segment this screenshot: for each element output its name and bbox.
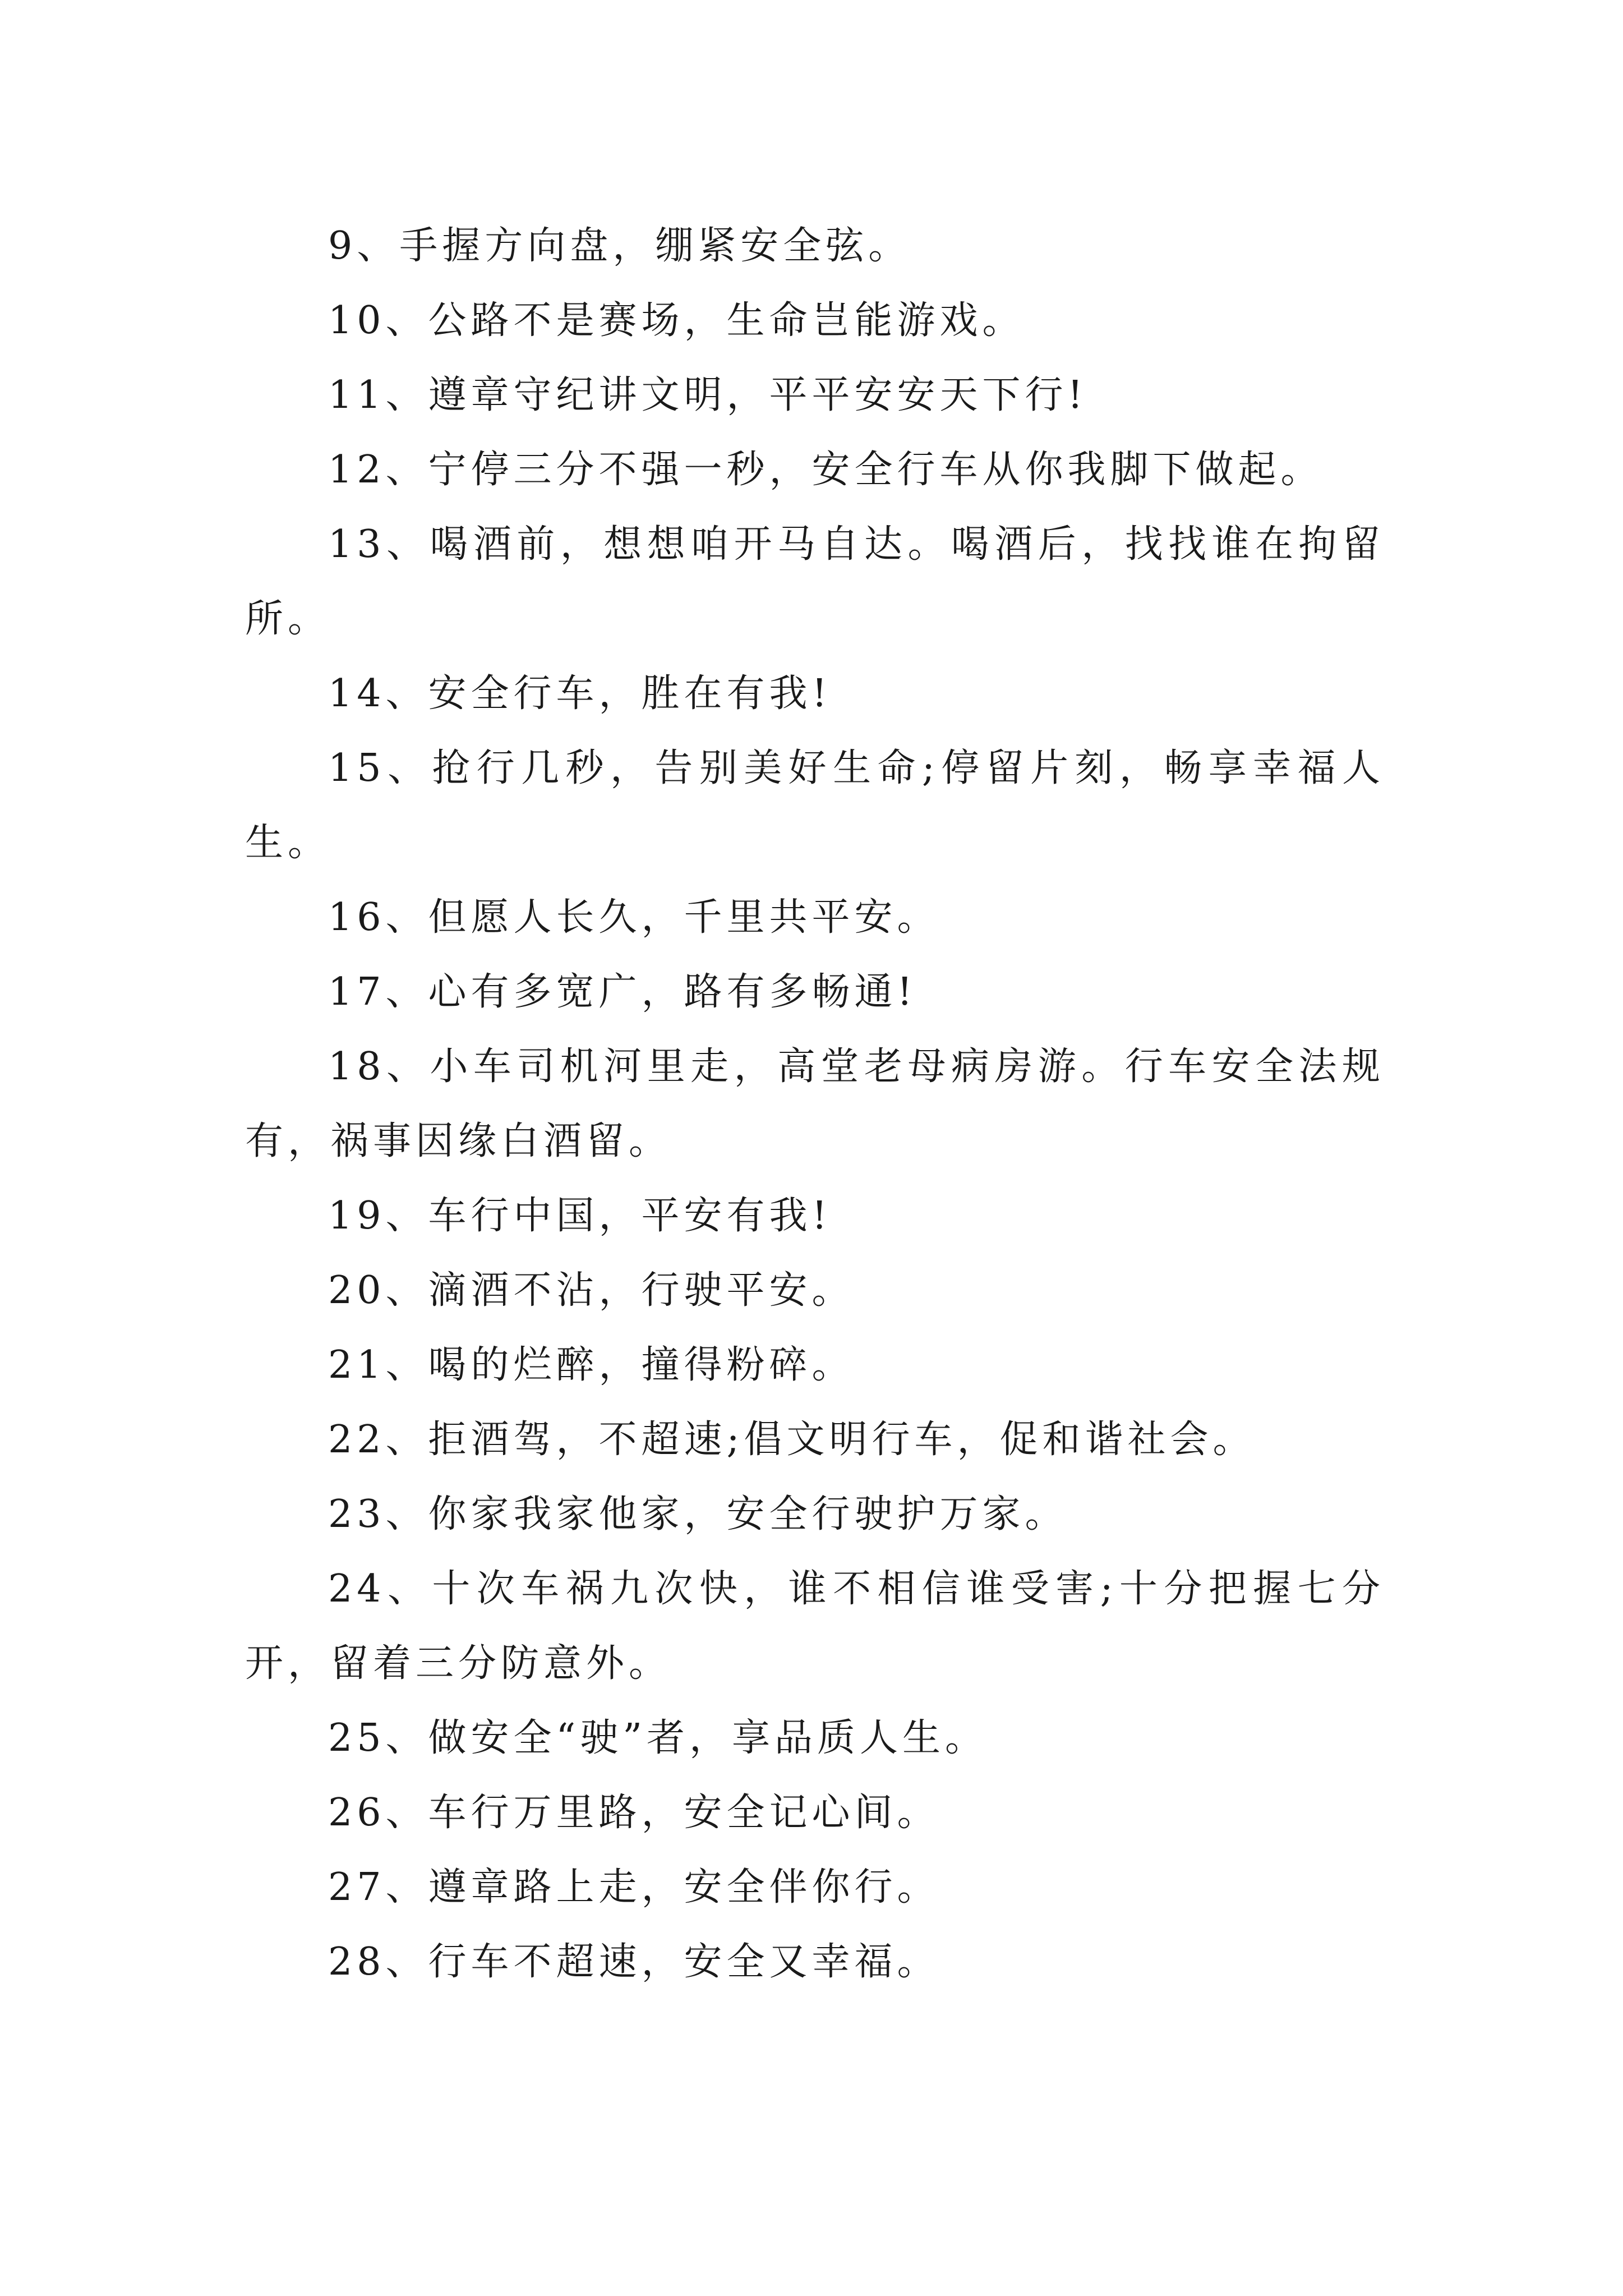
- slogan-paragraph-9: 9、手握方向盘，绷紧安全弦。: [328, 224, 911, 268]
- slogan-paragraph-11: 11、遵章守纪讲文明，平平安安天下行!: [328, 373, 1087, 417]
- slogan-paragraph-28: 28、行车不超速，安全又幸福。: [328, 1940, 940, 1984]
- slogan-paragraph-26: 26、车行万里路，安全记心间。: [328, 1791, 940, 1835]
- document-body: [245, 209, 1385, 1999]
- slogan-paragraph-10: 10、公路不是赛场，生命岂能游戏。: [328, 298, 1025, 343]
- slogan-paragraph-23: 23、你家我家他家，安全行驶护万家。: [328, 1492, 1068, 1536]
- slogan-paragraph-22: 22、拒酒驾，不超速;倡文明行车，促和谐社会。: [328, 1418, 1256, 1462]
- slogan-paragraph-16: 16、但愿人长久，千里共平安。: [328, 895, 940, 940]
- slogan-paragraph-15: 15、抢行几秒，告别美好生命;停留片刻，畅享幸福人生。: [245, 746, 1385, 865]
- slogan-paragraph-12: 12、宁停三分不强一秒，安全行车从你我脚下做起。: [328, 448, 1324, 492]
- slogan-paragraph-18: 18、小车司机河里走，高堂老母病房游。行车安全法规有，祸事因缘白酒留。: [245, 1045, 1385, 1163]
- slogan-paragraph-14: 14、安全行车，胜在有我!: [328, 671, 832, 716]
- slogan-paragraph-21: 21、喝的烂醉，撞得粉碎。: [328, 1343, 855, 1387]
- slogan-paragraph-25: 25、做安全“驶”者，享品质人生。: [328, 1716, 988, 1760]
- slogan-paragraph-19: 19、车行中国，平安有我!: [328, 1194, 832, 1238]
- slogan-paragraph-17: 17、心有多宽广，路有多畅通!: [328, 970, 917, 1014]
- slogan-paragraph-27: 27、遵章路上走，安全伴你行。: [328, 1865, 940, 1910]
- slogan-paragraph-24: 24、十次车祸九次快，谁不相信谁受害;十分把握七分开，留着三分防意外。: [245, 1567, 1385, 1686]
- slogan-paragraph-20: 20、滴酒不沾，行驶平安。: [328, 1268, 855, 1313]
- slogan-paragraph-13: 13、喝酒前，想想咱开马自达。喝酒后，找找谁在拘留所。: [245, 522, 1385, 641]
